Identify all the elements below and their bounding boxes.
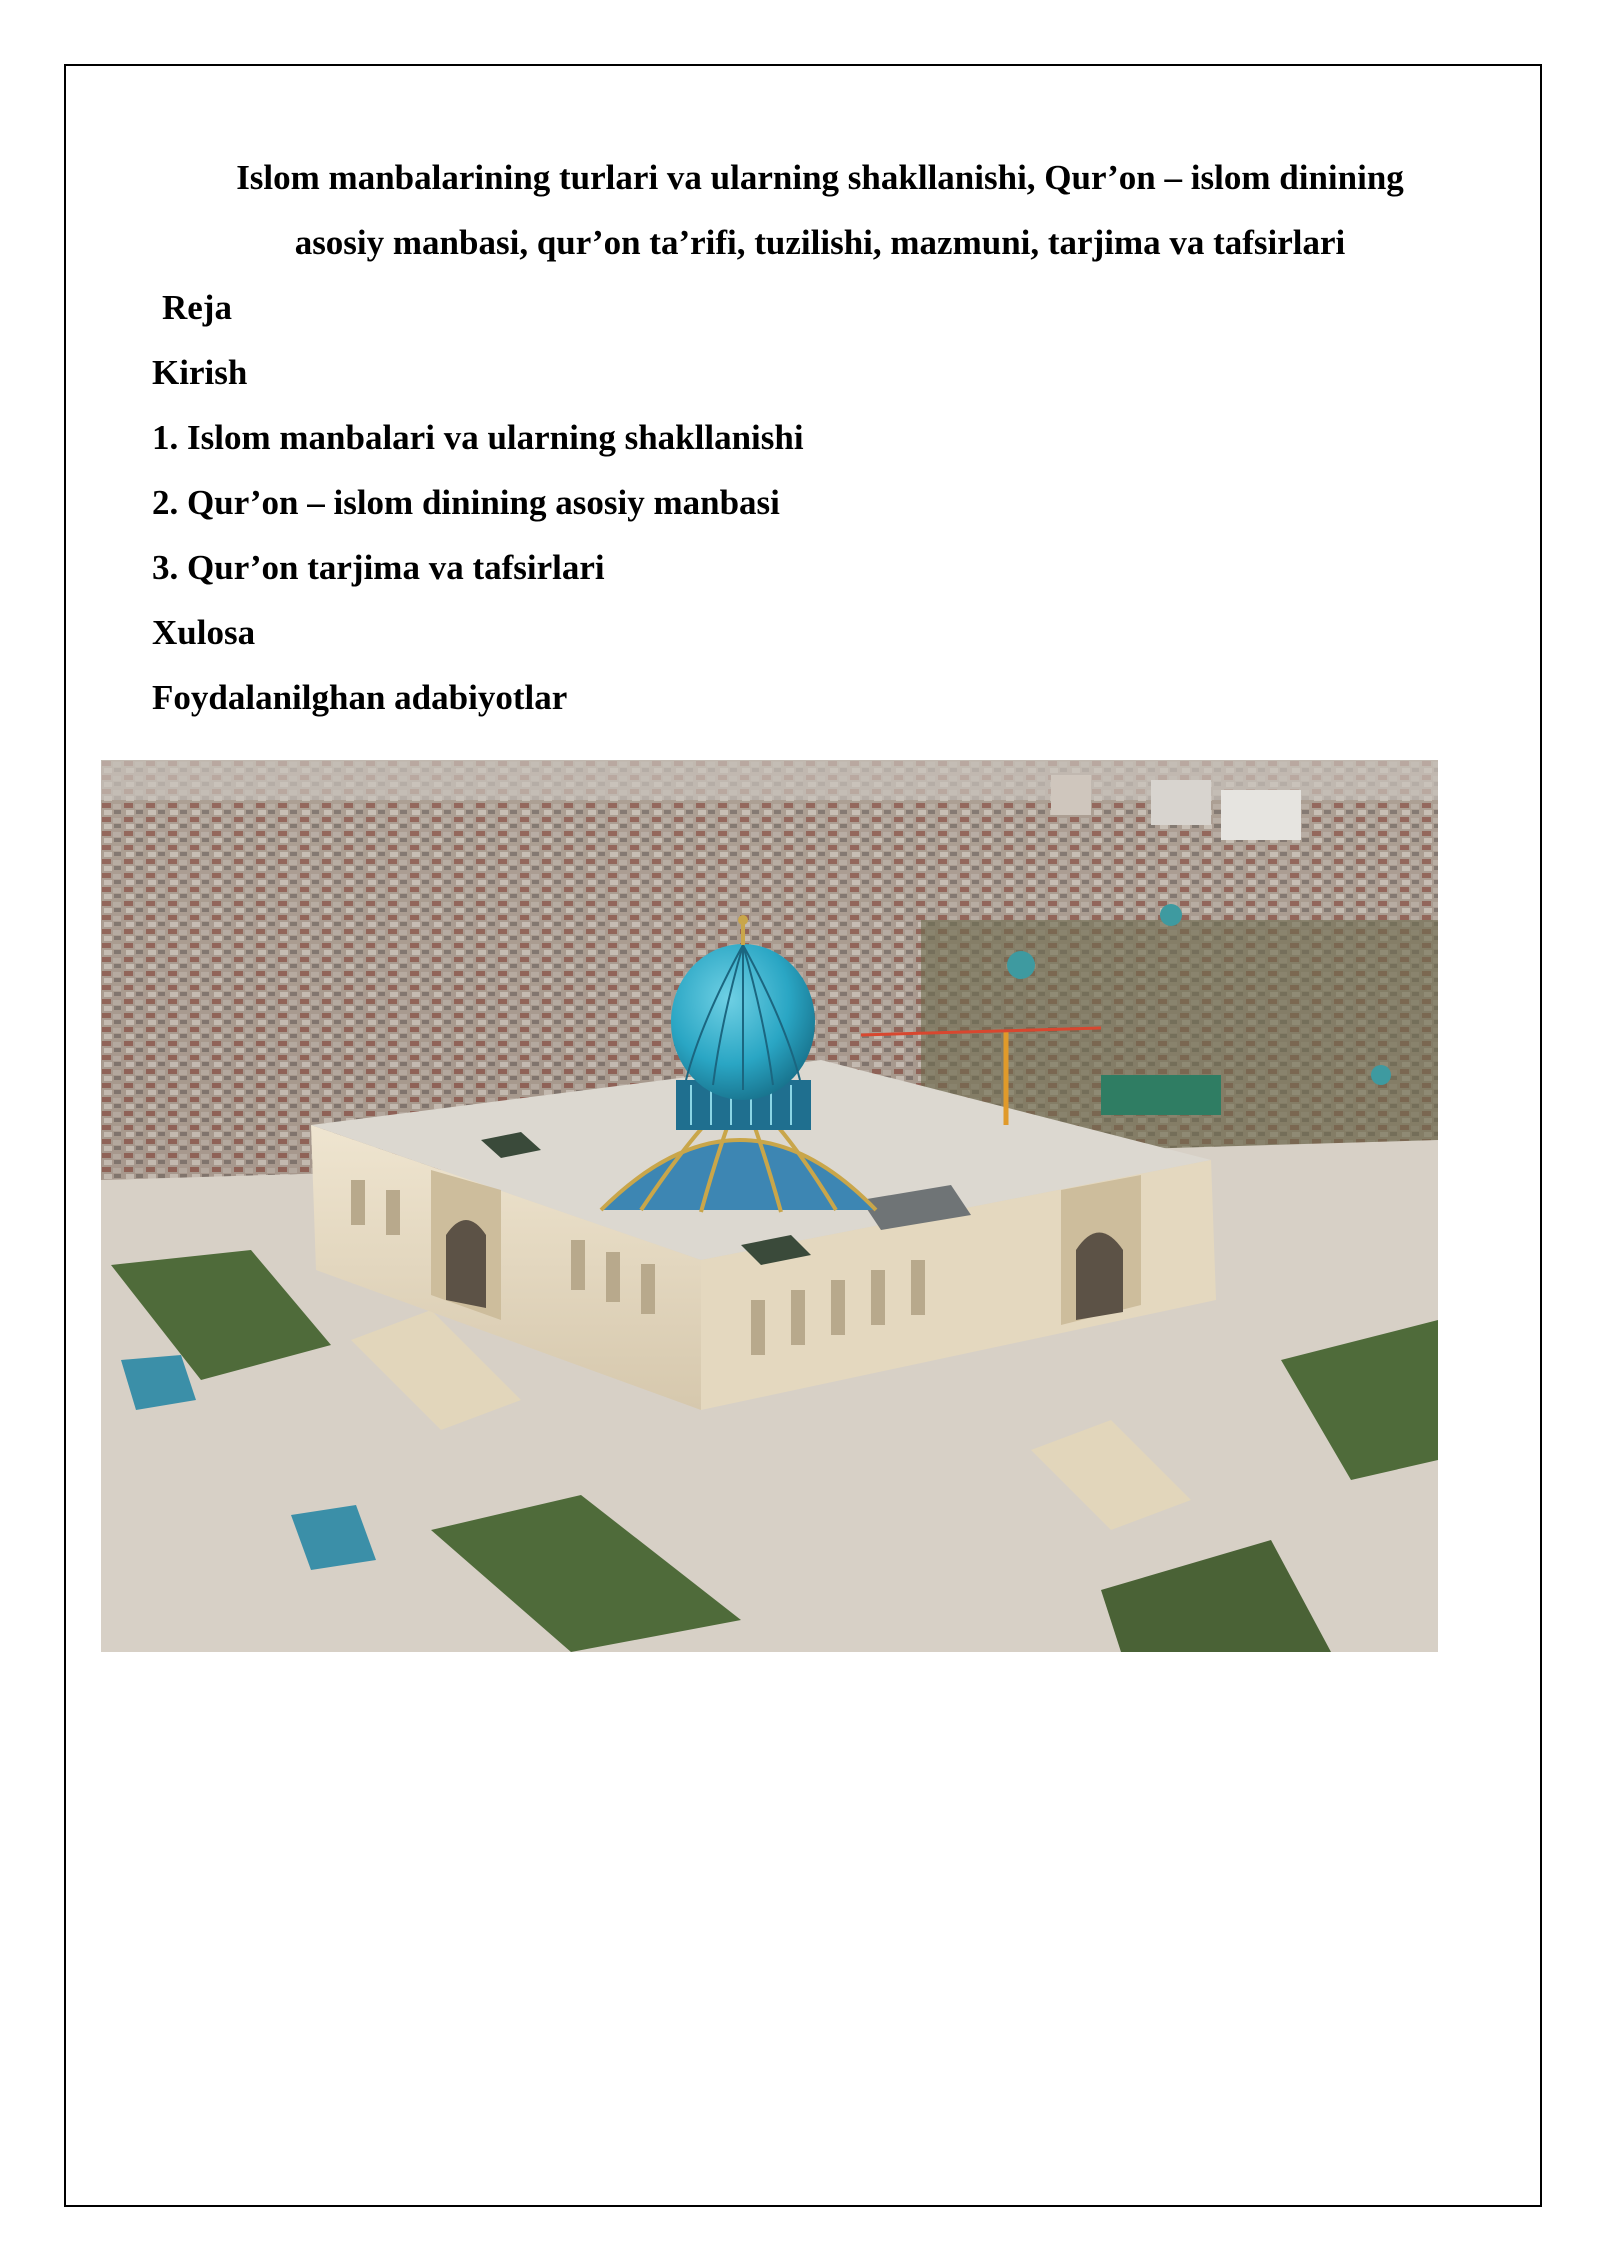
plan-item-1: 1. Islom manbalari va ularning shakllanishi <box>152 418 804 457</box>
plan-item-intro: Kirish <box>152 353 248 392</box>
title-line-2: asosiy manbasi, qur’on ta’rifi, tuzilishi, mazmuni, tarjima va tafsirlari <box>294 223 1346 262</box>
plan-item-references: Foydalanilghan adabiyotlar <box>152 678 568 717</box>
document-title <box>150 145 1490 275</box>
small-dome <box>1160 904 1182 926</box>
mosque-aerial-photo <box>101 760 1438 1652</box>
left-portal-arch <box>446 1220 486 1308</box>
plan-item-2: 2. Qur’on – islom dinining asosiy manbasi <box>152 483 780 522</box>
tall-building <box>1221 790 1301 840</box>
title-line-1: Islom manbalarining turlari va ularning shakllanishi, Qur’on – islom dinining <box>236 158 1404 197</box>
small-dome <box>1371 1065 1391 1085</box>
plan-list <box>152 275 804 730</box>
mosque-illustration <box>101 760 1438 1652</box>
dome-finial-top <box>738 915 748 925</box>
tall-building <box>1151 780 1211 825</box>
tall-building <box>1051 775 1091 815</box>
right-portal-arch <box>1076 1233 1123 1321</box>
plan-item-conclusion: Xulosa <box>152 613 256 652</box>
plan-item-3: 3. Qur’on tarjima va tafsirlari <box>152 548 605 587</box>
small-dome <box>1007 951 1035 979</box>
plan-heading: Reja <box>162 288 232 327</box>
green-roof-building <box>1101 1075 1221 1115</box>
